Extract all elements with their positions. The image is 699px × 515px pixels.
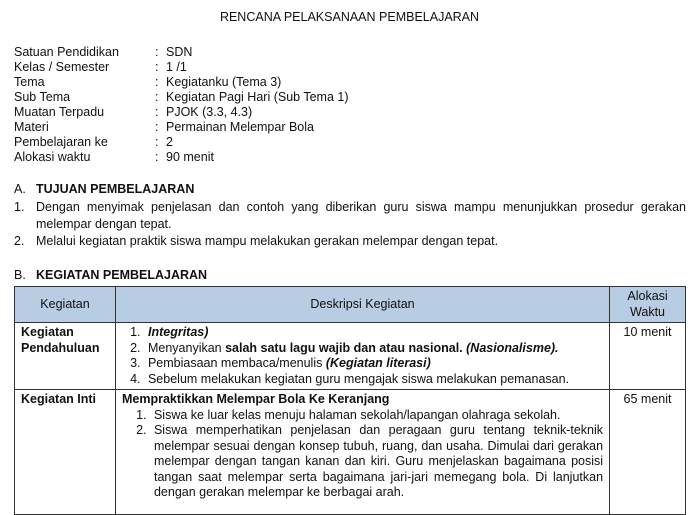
identity-value: 1 /1 <box>166 60 187 74</box>
colon: : <box>155 90 159 104</box>
table-row <box>15 323 686 390</box>
identity-label: Satuan Pendidikan <box>14 45 119 59</box>
identity-label: Materi <box>14 120 49 134</box>
deskripsi-cell <box>115 390 609 515</box>
kegiatan-cell: Kegiatan Pendahuluan <box>15 323 116 390</box>
colon: : <box>155 60 159 74</box>
table-row <box>15 390 686 515</box>
identity-value: PJOK (3.3, 4.3) <box>166 105 253 119</box>
item-text: Dengan menyimak penjelasan dan contoh yang diberikan guru siswa mampu menunjukkan prosedur gerakan melempar dengan tepat. <box>36 200 686 231</box>
identity-label: Muatan Terpadu <box>14 105 105 119</box>
identity-value: Kegiatanku (Tema 3) <box>166 75 282 89</box>
objective-item <box>14 233 686 250</box>
section-number: A. <box>14 182 26 196</box>
header-deskripsi: Deskripsi Kegiatan <box>115 287 609 323</box>
colon: : <box>155 120 159 134</box>
section-b-heading <box>14 268 207 282</box>
colon: : <box>155 45 159 59</box>
section-title: KEGIATAN PEMBELAJARAN <box>36 268 208 282</box>
identity-value: 90 menit <box>166 150 214 164</box>
list-item: 4. Sebelum melakukan kegiatan guru mengajak siswa melakukan pemanasan. <box>144 372 603 388</box>
identity-label: Kelas / Semester <box>14 60 110 74</box>
kegiatan-cell: Kegiatan Inti <box>15 390 116 515</box>
alokasi-cell: 65 menit <box>610 390 686 515</box>
list-item: 2. Menyanyikan salah satu lagu wajib dan atau nasional. (Nasionalisme). <box>144 341 603 357</box>
colon: : <box>155 150 159 164</box>
item-number: 1. <box>14 200 25 214</box>
identity-label: Tema <box>14 75 45 89</box>
identity-value: Kegiatan Pagi Hari (Sub Tema 1) <box>166 90 349 104</box>
colon: : <box>155 75 159 89</box>
activity-table <box>14 286 686 515</box>
identity-label: Pembelajaran ke <box>14 135 108 149</box>
identity-value: Permainan Melempar Bola <box>166 120 314 134</box>
list-item: 2. Siswa memperhatikan penjelasan dan peragaan guru tentang teknik-teknik melempar sesuai dengan konsep tubuh, ruang, dan usaha. Dimulai dari gerakan melempar dengan tangan kanan dan kiri. Guru menjelaskan bagaimana posisi tangan saat melempar serta bagaimana jari-jari memegang bola. Di lanjutkan dengan gerakan melempar ke berbagai arah. <box>150 423 603 501</box>
identity-value: 2 <box>166 135 173 149</box>
list-item: 1. Integritas) <box>144 325 603 341</box>
list-item: 1. Siswa ke luar kelas menuju halaman sekolah/lapangan olahraga sekolah. <box>150 408 603 424</box>
objective-item <box>14 199 686 233</box>
colon: : <box>155 135 159 149</box>
header-kegiatan: Kegiatan <box>15 287 116 323</box>
item-text: Melalui kegiatan praktik siswa mampu melakukan gerakan melempar dengan tepat. <box>36 234 499 248</box>
list-item: 3. Pembiasaan membaca/menulis (Kegiatan literasi) <box>144 356 603 372</box>
activity-heading: Mempraktikkan Melempar Bola Ke Keranjang <box>121 392 390 406</box>
item-number: 2. <box>14 234 25 248</box>
identity-label: Sub Tema <box>14 90 71 104</box>
section-number: B. <box>14 268 26 282</box>
document-title: RENCANA PELAKSANAAN PEMBELAJARAN <box>219 10 480 24</box>
header-alokasi: Alokasi Waktu <box>610 287 686 323</box>
identity-value: SDN <box>166 45 193 59</box>
section-title: TUJUAN PEMBELAJARAN <box>36 182 195 196</box>
table-header-row <box>15 287 686 323</box>
deskripsi-cell <box>115 323 609 390</box>
colon: : <box>155 105 159 119</box>
identity-label: Alokasi waktu <box>14 150 91 164</box>
alokasi-cell: 10 menit <box>610 323 686 390</box>
section-a-heading <box>14 182 194 196</box>
